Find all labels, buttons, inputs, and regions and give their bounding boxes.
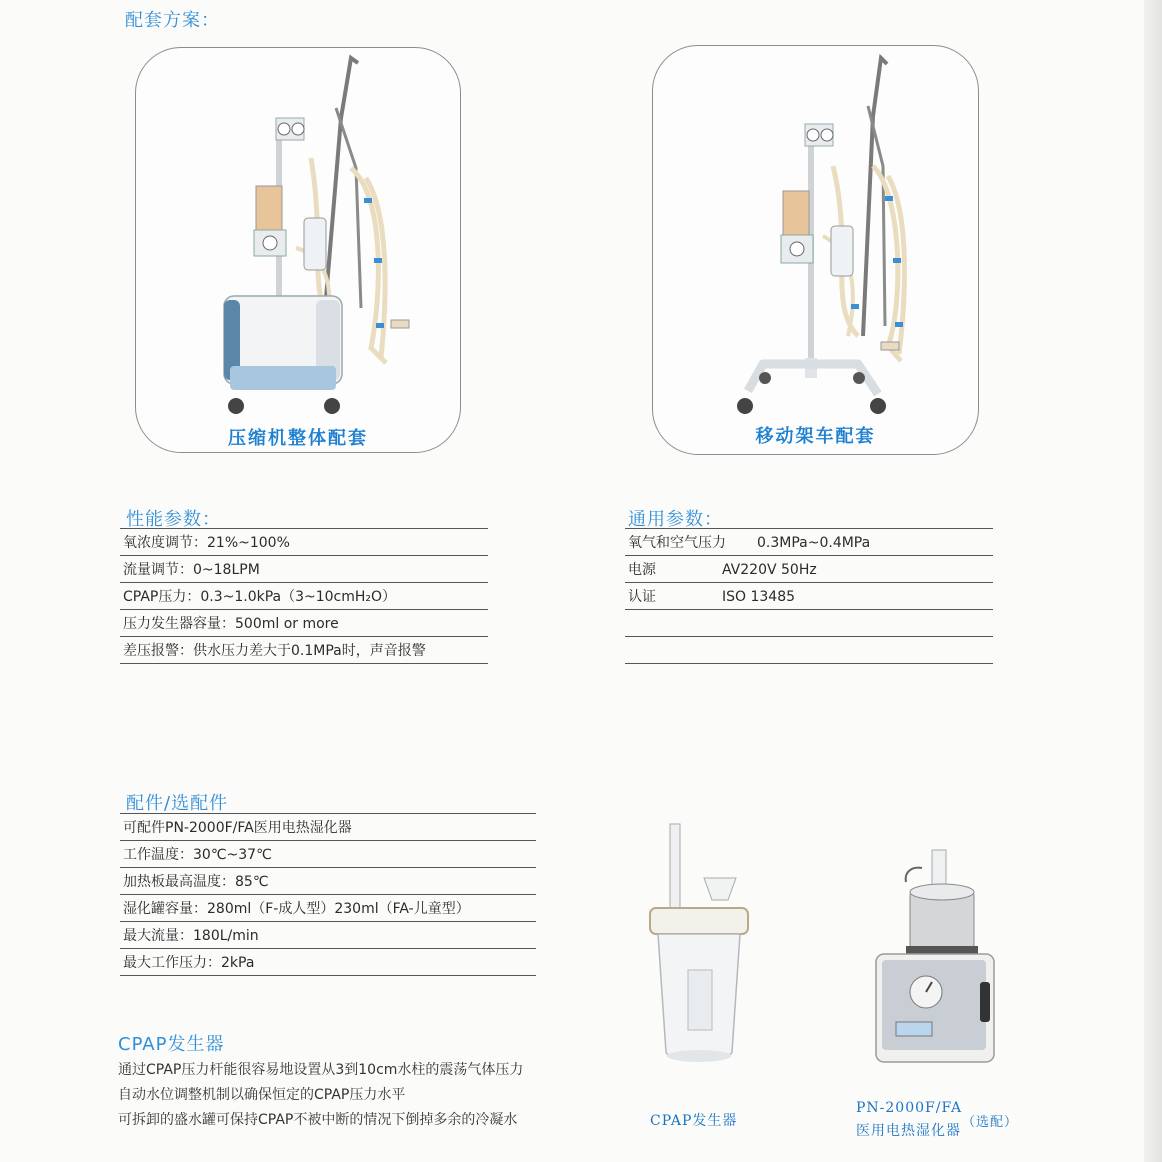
general-row-empty [625,610,993,637]
general-row-value: 0.3MPa~0.4MPa [757,535,871,551]
general-row-label: 认证 [628,589,656,605]
mobile-cart-kit-card [652,45,979,455]
cpap-generator-illustration [640,820,760,1070]
accessory-row: 最大流量：180L/min [120,922,536,949]
cpap-description-line: 自动水位调整机制以确保恒定的CPAP压力水平 [118,1087,406,1103]
general-row-value: ISO 13485 [722,589,796,605]
general-row-label: 电源 [628,562,656,578]
humidifier-caption-name: 医用电热湿化器 [856,1123,961,1139]
humidifier-caption-optional: （选配） [962,1115,1019,1130]
humidifier-illustration [866,842,1002,1072]
accessory-row: 可配件PN-2000F/FA医用电热湿化器 [120,813,536,841]
general-row [625,556,993,583]
accessories-table [120,813,536,976]
accessories-section-title: 配件/选配件 [126,793,229,814]
cpap-description [118,1058,588,1133]
general-row-value: AV220V 50Hz [722,562,817,578]
accessory-row: 最大工作压力：2kPa [120,949,536,976]
general-section-title: 通用参数： [628,509,723,530]
cpap-generator-caption: CPAP发生器 [650,1113,738,1129]
performance-row: CPAP压力：0.3~1.0kPa（3~10cmH₂O） [120,583,488,610]
general-row [625,583,993,610]
performance-row: 压力发生器容量：500ml or more [120,610,488,637]
general-row-label: 氧气和空气压力 [628,535,726,551]
performance-section-title: 性能参数： [126,509,221,530]
accessory-row: 工作温度：30℃~37℃ [120,841,536,868]
compressor-kit-card [135,47,461,453]
performance-table [120,528,488,664]
page-edge-shadow [1144,0,1162,1162]
general-table [625,528,993,664]
performance-row: 氧浓度调节：21%~100% [120,528,488,556]
accessory-row: 湿化罐容量：280ml（F-成人型）230ml（FA-儿童型） [120,895,536,922]
cpap-section-title: CPAP发生器 [118,1034,225,1055]
mobile-cart-illustration [653,46,978,416]
performance-row: 差压报警：供水压力差大于0.1MPa时，声音报警 [120,637,488,664]
mobile-cart-kit-caption: 移动架车配套 [755,426,876,447]
compressor-kit-illustration [136,48,460,418]
humidifier-caption-model: PN-2000F/FA [856,1100,963,1116]
cpap-description-line: 通过CPAP压力杆能很容易地设置从3到10cm水柱的震荡气体压力 [118,1062,524,1078]
performance-row: 流量调节：0~18LPM [120,556,488,583]
general-row [625,528,993,556]
accessory-row: 加热板最高温度：85℃ [120,868,536,895]
compressor-kit-caption: 压缩机整体配套 [228,428,368,449]
cpap-description-line: 可拆卸的盛水罐可保持CPAP不被中断的情况下倒掉多余的冷凝水 [118,1112,518,1128]
general-row-empty [625,637,993,664]
kit-section-title: 配套方案： [125,10,220,31]
